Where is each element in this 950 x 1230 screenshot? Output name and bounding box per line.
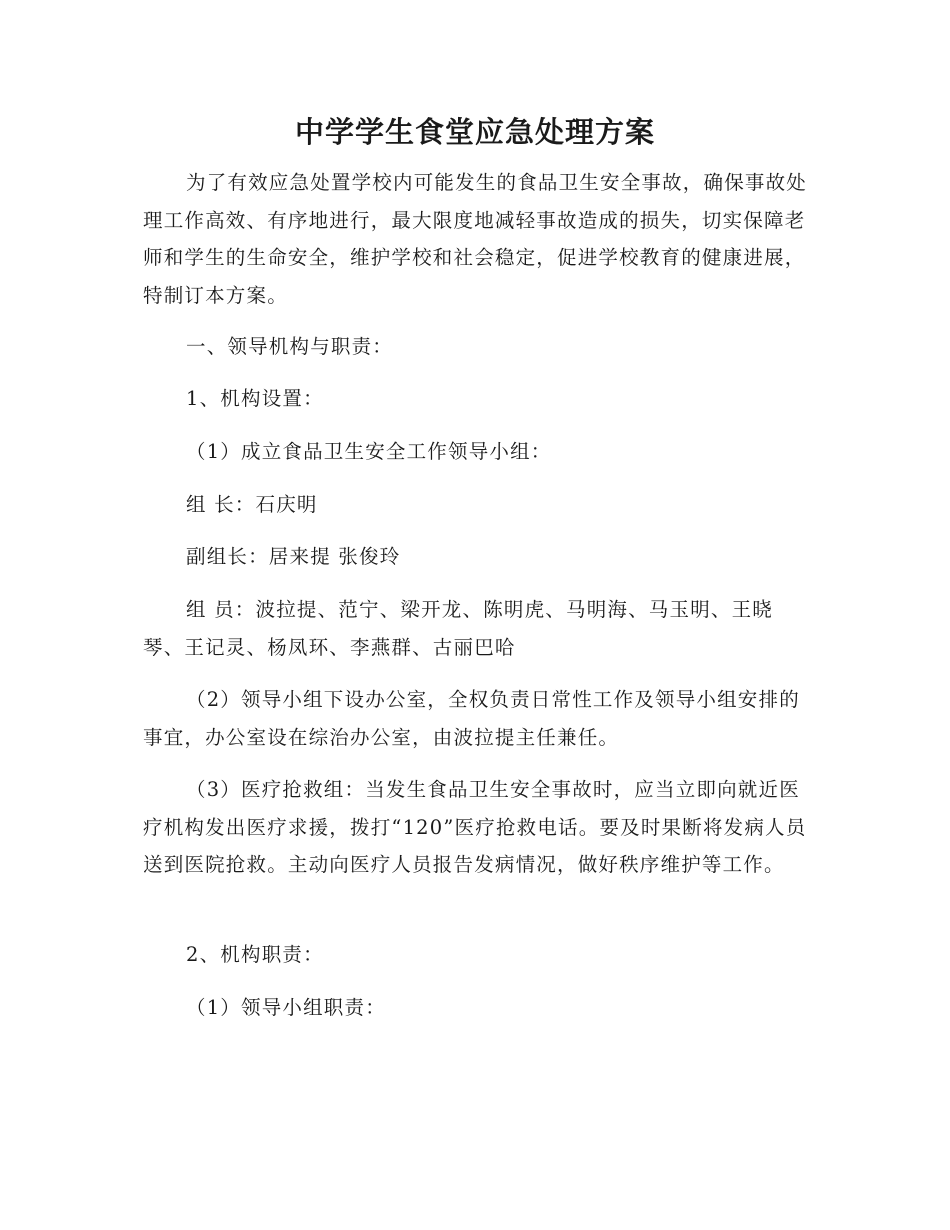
subsection-heading [143, 380, 809, 418]
section-1-heading: 一、领导机构与职责： [186, 335, 394, 358]
document-title: 中学学生食堂应急处理方案 [294, 115, 655, 149]
members-text: 组 员：波拉提、范宁、梁开龙、陈明虎、马明海、马玉明、王晓琴、王记灵、杨凤环、李燕群、古丽巴哈 [143, 598, 773, 659]
intro-text: 为了有效应急处置学校内可能发生的食品卫生安全事故，确保事故处理工作高效、有序地进行，最大限度地减轻事故造成的损失，切实保障老师和学生的生命安全，维护学校和社会稳定，促进学校教育的健康进展，特制订本方案。 [143, 171, 808, 307]
deputy-leader-line [143, 538, 809, 576]
subsection-heading [143, 936, 809, 974]
item-3-paragraph [143, 771, 809, 884]
item-2-paragraph [143, 681, 809, 756]
leader-line [143, 486, 809, 524]
intro-paragraph [143, 164, 809, 314]
list-item [143, 433, 809, 471]
members-paragraph [143, 591, 809, 666]
item-4-text: （1）领导小组职责： [186, 996, 386, 1019]
subsection-2-heading: 2、机构职责： [186, 943, 324, 966]
section-heading [143, 328, 809, 366]
item-2-text: （2）领导小组下设办公室，全权负责日常性工作及领导小组安排的事宜，办公室设在综治办公室，由波拉提主任兼任。 [143, 688, 800, 749]
deputy-leader-text: 副组长：居来提 张俊玲 [186, 545, 401, 568]
item-1-text: （1）成立食品卫生安全工作领导小组： [186, 440, 552, 463]
item-3-text: （3）医疗抢救组：当发生食品卫生安全事故时，应当立即向就近医疗机构发出医疗求援，拨打“120”医疗抢救电话。要及时果断将发病人员送到医院抢救。主动向医疗人员报告发病情况，做好秩序维护等工作。 [143, 778, 807, 876]
leader-text: 组 长：石庆明 [186, 493, 318, 516]
subsection-1-heading: 1、机构设置： [186, 387, 324, 410]
list-item [143, 989, 809, 1027]
